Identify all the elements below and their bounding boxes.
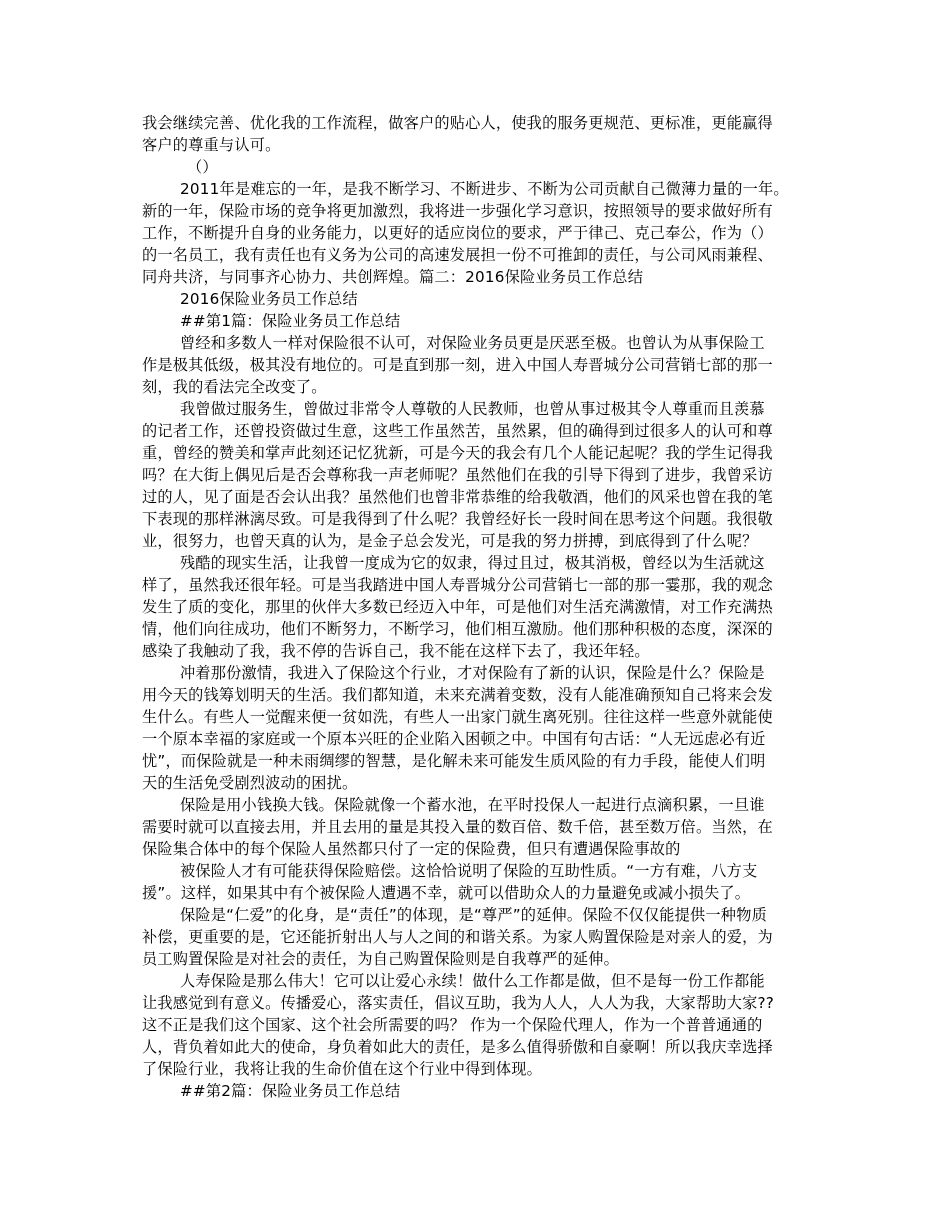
text-line: 样了，虽然我还很年轻。可是当我踏进中国人寿晋城分公司营销七一部的那一霎那，我的观念 [142,576,773,594]
text-line: 作是极其低级，极其没有地位的。可是直到那一刻，进入中国人寿晋城分公司营销七部的那一 [142,356,773,374]
text-line: 新的一年，保险市场的竞争将更加激烈，我将进一步强化学习意识，按照领导的要求做好所有 [142,202,773,220]
text-line: 工作，不断提升自身的业务能力，以更好的适应岗位的要求，严于律己、克己奉公，作为（） [142,224,773,242]
text-line: 下表现的那样淋漓尽致。可是我得到了什么呢？我曾经好长一段时间在思考这个问题。我很敬 [142,510,773,528]
text-line: 了保险行业，我将让我的生命价值在这个行业中得到体现。 [142,1060,543,1078]
text-line: 曾经和多数人一样对保险很不认可，对保险业务员更是厌恶至极。也曾认为从事保险工 [180,334,765,352]
text-line: 刻，我的看法完全改变了。 [142,378,327,396]
text-line: 生什么。有些人一觉醒来便一贫如洗，有些人一出家门就生离死别。往往这样一些意外就能使 [142,708,773,726]
text-line: 业，很努力，也曾天真的认为，是金子总会发光，可是我的努力拼搏，到底得到了什么呢？ [142,532,758,550]
text-line: 冲着那份激情，我进入了保险这个行业，才对保险有了新的认识，保险是什么？保险是 [180,664,765,682]
text-line: 我会继续完善、优化我的工作流程，做客户的贴心人，使我的服务更规范、更标准，更能赢得 [142,114,773,132]
text-line: 人，背负着如此大的使命，身负着如此大的责任，是多么值得骄傲和自豪啊！所以我庆幸选择 [142,1038,773,1056]
text-line: 忧”，而保险就是一种未雨绸缪的智慧，是化解未来可能发生质风险的有力手段，能使人们明 [142,752,766,770]
text-line: 让我感觉到有意义。传播爱心，落实责任，倡议互助，我为人人，人人为我，大家帮助大家?? [142,994,775,1012]
text-line: 客户的尊重与认可。 [142,136,281,154]
text-line: 2011年是难忘的一年，是我不断学习、不断进步、不断为公司贡献自己微薄力量的一年。 [180,180,789,198]
text-line: 援”。这样，如果其中有个被保险人遭遇不幸，就可以借助众人的力量避免或减小损失了。 [142,884,751,902]
text-line: 补偿，更重要的是，它还能折射出人与人之间的和谐关系。为家人购置保险是对亲人的爱，为 [142,928,773,946]
text-line: 这不正是我们这个国家、这个社会所需要的吗？ 作为一个保险代理人，作为一个普普通通的 [142,1016,763,1034]
text-line: 需要时就可以直接去用，并且去用的量是其投入量的数百倍、数千倍，甚至数万倍。当然，在 [142,818,773,836]
text-line: 吗？在大街上偶见后是否会尊称我一声老师呢？虽然他们在我的引导下得到了进步，我曾采访 [142,466,773,484]
text-line: 2016保险业务员工作总结 [180,290,358,308]
text-line: （） [187,158,218,176]
text-line: 过的人，见了面是否会认出我？虽然他们也曾非常恭维的给我敬酒，他们的风采也曾在我的笔 [142,488,773,506]
text-line: 员工购置保险是对社会的责任，为自己购置保险则是自我尊严的延伸。 [142,950,620,968]
text-line: ##第2篇：保险业务员工作总结 [180,1082,401,1100]
text-line: 天的生活免受剧烈波动的困扰。 [142,774,358,792]
text-line: ##第1篇：保险业务员工作总结 [180,312,401,330]
text-line: 我曾做过服务生，曾做过非常令人尊敬的人民教师，也曾从事过极其令人尊重而且羡慕 [180,400,765,418]
text-line: 保险是“仁爱”的化身，是“责任”的体现，是“尊严”的延伸。保险不仅仅能提供一种物质 [180,906,767,924]
text-line: 残酷的现实生活，让我曾一度成为它的奴隶，得过且过，极其消极，曾经以为生活就这 [180,554,765,572]
text-line: 人寿保险是那么伟大！它可以让爱心永续！做什么工作都是做，但不是每一份工作都能 [180,972,765,990]
text-line: 一个原本幸福的家庭或一个原本兴旺的企业陷入困顿之中。中国有句古话：“人无远虑必有近 [142,730,766,748]
text-line: 保险是用小钱换大钱。保险就像一个蓄水池，在平时投保人一起进行点滴积累，一旦谁 [180,796,765,814]
text-line: 发生了质的变化，那里的伙伴大多数已经迈入中年，可是他们对生活充满激情，对工作充满热 [142,598,773,616]
text-line: 被保险人才有可能获得保险赔偿。这恰恰说明了保险的互助性质。“一方有难，八方支 [180,862,758,880]
text-line: 的一名员工，我有责任也有义务为公司的高速发展担一份不可推卸的责任，与公司风雨兼程、 [142,246,773,264]
text-line: 重，曾经的赞美和掌声此刻还记忆犹新，可是今天的我会有几个人能记起呢？我的学生记得我 [142,444,773,462]
text-line: 同舟共济，与同事齐心协力、共创辉煌。篇二：2016保险业务员工作总结 [142,268,644,286]
text-line: 情，他们向往成功，他们不断努力，不断学习，他们相互激励。他们那种积极的态度，深深的 [142,620,773,638]
text-line: 保险集合体中的每个保险人虽然都只付了一定的保险费，但只有遭遇保险事故的 [142,840,681,858]
document-body [142,112,814,1102]
text-line: 的记者工作，还曾投资做过生意，这些工作虽然苦，虽然累，但的确得到过很多人的认可和尊 [142,422,773,440]
text-line: 用今天的钱筹划明天的生活。我们都知道，未来充满着变数，没有人能准确预知自己将来会发 [142,686,773,704]
text-line: 感染了我触动了我，我不停的告诉自己，我不能在这样下去了，我还年轻。 [142,642,650,660]
